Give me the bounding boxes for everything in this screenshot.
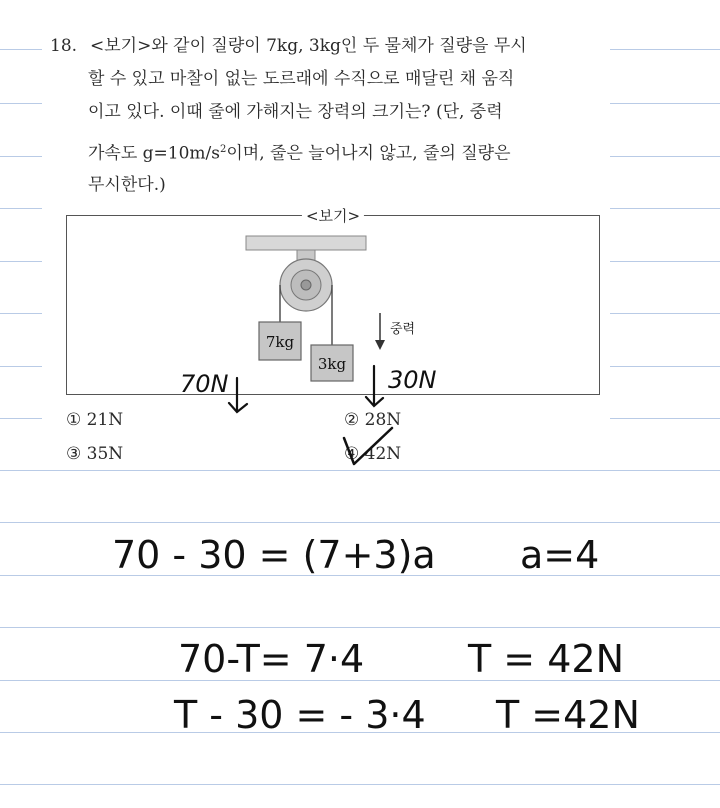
handwritten-force-right: 30N bbox=[388, 366, 437, 394]
question-line-4b: 이며, 줄은 늘어나지 않고, 줄의 질량은 bbox=[226, 143, 511, 164]
handwritten-eq3: T - 30 = - 3·4 bbox=[174, 693, 426, 737]
option-number: ④ bbox=[344, 444, 360, 464]
option-text: 35N bbox=[86, 444, 124, 464]
option-text: 42N bbox=[364, 444, 402, 464]
option-number: ② bbox=[344, 410, 360, 430]
question-line-4a: 가속도 g=10m/s bbox=[88, 143, 220, 164]
question-line-2: 할 수 있고 마찰이 없는 도르래에 수직으로 매달린 채 움직 bbox=[88, 69, 515, 89]
handwritten-eq2: 70-T= 7·4 bbox=[178, 637, 365, 681]
mass-left-label: 7kg bbox=[265, 333, 295, 351]
option-text: 28N bbox=[364, 410, 402, 430]
question-number: 18. bbox=[50, 36, 78, 56]
question-line-1: <보기>와 같이 질량이 7kg, 3kg인 두 물체가 질량을 무시 bbox=[90, 36, 527, 56]
option-number: ③ bbox=[66, 444, 82, 464]
down-arrow-left-icon bbox=[229, 378, 247, 412]
option-number: ① bbox=[66, 410, 82, 430]
handwritten-eq1-result: a=4 bbox=[520, 533, 600, 577]
question-line-5: 무시한다.) bbox=[88, 175, 166, 195]
handwritten-eq3-result: T =42N bbox=[496, 693, 640, 737]
figure-caption: <보기> bbox=[302, 205, 364, 226]
handwritten-force-left: 70N bbox=[180, 370, 229, 398]
handwritten-eq1: 70 - 30 = (7+3)a bbox=[112, 533, 436, 577]
down-arrow-right-icon bbox=[366, 366, 383, 406]
question-line-3: 이고 있다. 이때 줄에 가해지는 장력의 크기는? (단, 중력 bbox=[88, 102, 503, 122]
superscript: 2 bbox=[220, 144, 227, 155]
mass-right-label: 3kg bbox=[317, 355, 347, 373]
checkmark-icon bbox=[344, 428, 392, 464]
option-text: 21N bbox=[86, 410, 124, 430]
gravity-label: 중력 bbox=[390, 322, 416, 337]
handwritten-eq2-result: T = 42N bbox=[468, 637, 624, 681]
